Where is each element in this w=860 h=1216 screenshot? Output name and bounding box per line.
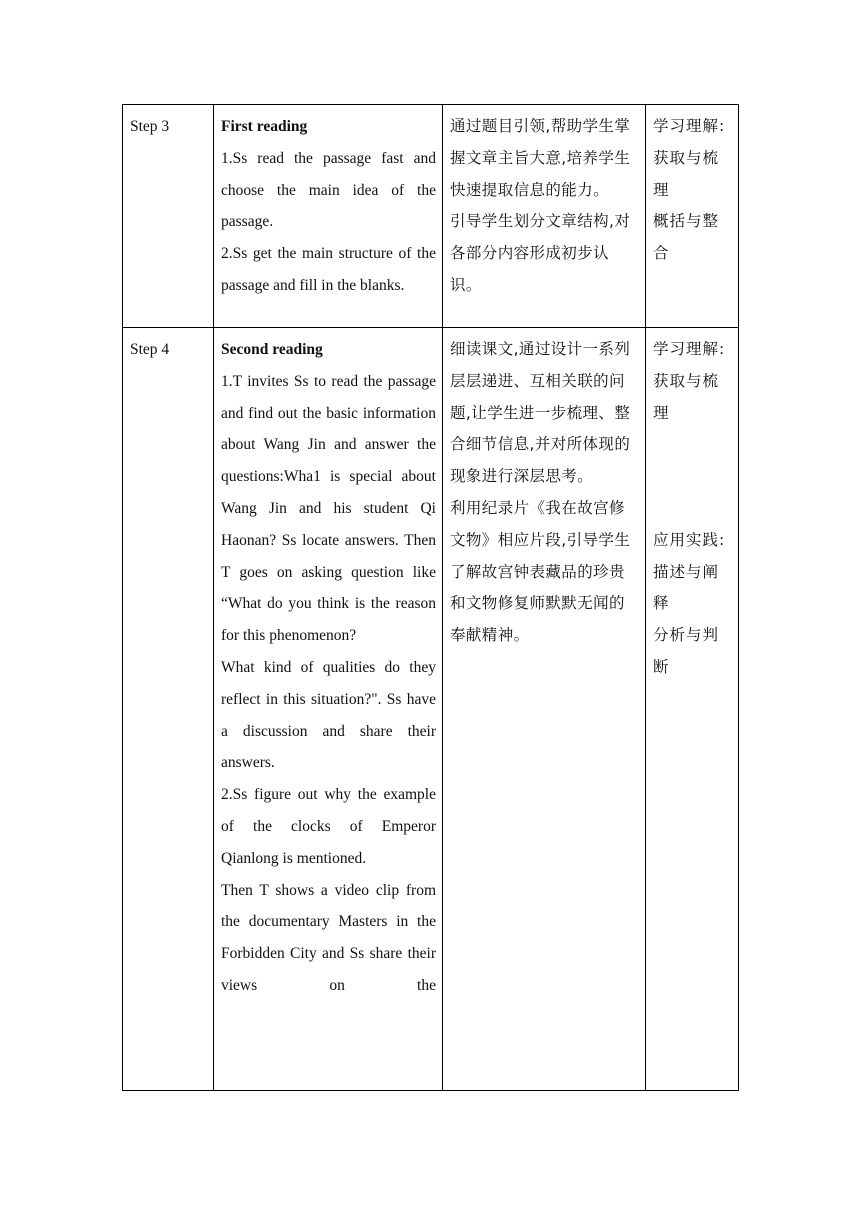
lesson-plan-table bbox=[122, 104, 739, 1091]
process-item: 1.Ss read the passage fast and choose the main idea of the passage. bbox=[221, 149, 436, 231]
process-item: 2.Ss figure out why the example of the clocks of Emperor Qianlong is mentioned. bbox=[221, 786, 436, 867]
teaching-process-cell bbox=[214, 105, 443, 328]
design-intent-cell bbox=[443, 328, 646, 1091]
level-heading: 学习理解: bbox=[653, 340, 726, 358]
activity-title: First reading bbox=[221, 118, 308, 135]
level-item: 描述与阐释 bbox=[653, 562, 720, 613]
process-item: What kind of qualities do they reflect in this situation?". Ss have a discussion and share their answers. bbox=[221, 658, 436, 772]
step-label: Step 4 bbox=[123, 328, 214, 1091]
process-item: 1.T invites Ss to read the passage and find out the basic information about Wang Jin and answer the questions:Wha1 is special about Wang Jin and his student Qi Haonan? Ss locate answers. Then T goes on asking question like “What do you think is the reason for this phenomenon? bbox=[221, 372, 436, 645]
table-row-step-4 bbox=[123, 328, 739, 1091]
step-label: Step 3 bbox=[123, 105, 214, 328]
activity-level-cell bbox=[646, 328, 739, 1091]
process-item: Then T shows a video clip from the documentary Masters in the Forbidden City and Ss share their views on the bbox=[221, 881, 436, 994]
level-item: 分析与判断 bbox=[653, 626, 720, 676]
intent-item: 利用纪录片《我在故宫修文物》相应片段,引导学生了解故宫钟表藏品的珍贵和文物修复师默默无闻的奉献精神。 bbox=[450, 498, 631, 645]
level-heading: 学习理解: bbox=[653, 117, 726, 135]
level-item: 获取与梳理 bbox=[653, 148, 720, 199]
intent-item: 引导学生划分文章结构,对各部分内容形成初步认识。 bbox=[450, 212, 631, 294]
level-heading: 应用实践: bbox=[653, 530, 726, 549]
activity-title: Second reading bbox=[221, 341, 323, 358]
activity-level-cell bbox=[646, 105, 739, 328]
process-item: 2.Ss get the main structure of the passage and fill in the blanks. bbox=[221, 245, 436, 294]
design-intent-cell bbox=[443, 105, 646, 328]
intent-item: 细读课文,通过设计一系列层层递进、互相关联的问题,让学生进一步梳理、整合细节信息,并对所体现的现象进行深层思考。 bbox=[450, 340, 631, 486]
teaching-process-cell bbox=[214, 328, 443, 1091]
level-item: 获取与梳理 bbox=[653, 371, 720, 422]
intent-item: 通过题目引领,帮助学生掌握文章主旨大意,培养学生快速提取信息的能力。 bbox=[450, 117, 631, 199]
table-row-step-3 bbox=[123, 105, 739, 328]
level-spacer bbox=[653, 429, 732, 524]
level-item: 概括与整合 bbox=[653, 212, 720, 263]
